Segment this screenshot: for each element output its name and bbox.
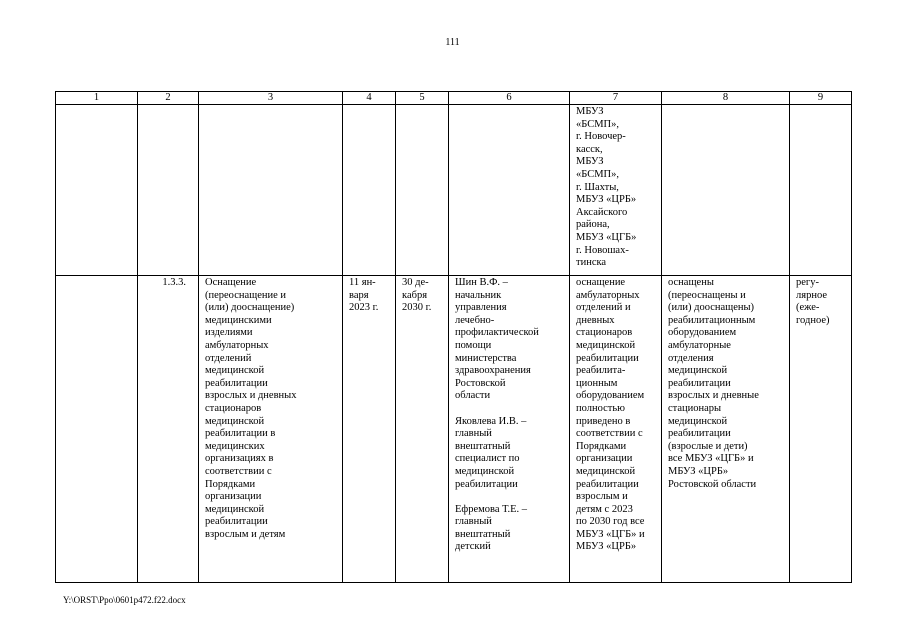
column-number-cell: 2: [138, 92, 199, 105]
cell-line: министерства: [455, 352, 517, 364]
cell-line: реабилитации: [576, 352, 639, 364]
column-number-cell: 8: [662, 92, 790, 105]
cell-line: регу-: [796, 277, 819, 288]
cell-line: лярное: [796, 289, 827, 301]
cell-line: изделиями: [205, 327, 253, 339]
cell-line: «БСМП»,: [576, 118, 620, 130]
cell-line: оборудованием: [668, 327, 737, 339]
empty-cell: [56, 105, 138, 276]
cell-line: детский: [455, 541, 491, 553]
cell-line: области: [455, 390, 491, 402]
cell-line: лечебно-: [455, 314, 495, 326]
empty-cell: [790, 105, 852, 276]
cell-line: г. Новошах-: [576, 244, 629, 256]
empty-cell: [449, 105, 570, 276]
cell-line: реабилитации: [668, 377, 731, 389]
empty-cell: [56, 276, 138, 583]
cell-line: оборудованием: [576, 390, 645, 402]
cell-line: медицинской: [668, 415, 728, 427]
column-number-cell: 3: [199, 92, 343, 105]
column-number-row: [56, 92, 852, 105]
cell-line: реабилитации: [205, 377, 268, 389]
cell-line: МБУЗ «ЦГБ» и: [576, 528, 645, 540]
empty-cell: [199, 105, 343, 276]
plan-table: [55, 91, 852, 583]
cell-line: годное): [796, 314, 830, 326]
cell-line: Оснащение: [205, 277, 257, 288]
cell-line: реабилитации в: [205, 428, 276, 440]
cell-line: МБУЗ «ЦРБ»: [576, 541, 637, 553]
cell-line: начальник: [455, 289, 502, 301]
institutions-cell: [570, 105, 662, 276]
cell-line: медицинской: [576, 339, 636, 351]
cell-line: соответствии с: [205, 465, 272, 477]
periodicity: [790, 276, 852, 583]
cell-line: Порядками: [576, 440, 627, 452]
cell-line: отделений и: [576, 302, 631, 314]
cell-line: реабилитационным: [668, 314, 756, 326]
cell-line: ционным: [576, 377, 618, 389]
empty-cell: [343, 105, 396, 276]
cell-line: Ростовской области: [668, 478, 757, 490]
cell-line: соответствии с: [576, 428, 643, 440]
column-number-cell: 9: [790, 92, 852, 105]
cell-line: реабилитации: [205, 516, 268, 528]
cell-line: реабилитации: [668, 428, 731, 440]
cell-line: взрослых и дневные: [668, 390, 759, 402]
cell-line: организации: [576, 453, 633, 465]
cell-line: [455, 403, 566, 416]
cell-line: 2030 г.: [402, 302, 432, 314]
file-path-footer: Y:\ORST\Ppo\0601p472.f22.docx: [63, 595, 186, 605]
cell-line: 11 ян-: [349, 277, 376, 288]
cell-line: медицинской: [205, 415, 265, 427]
cell-line: реабилита-: [576, 365, 626, 377]
cell-line: медицинской: [576, 465, 636, 477]
cell-line: внештатный: [455, 528, 511, 540]
cell-line: (или) дооснащены): [668, 302, 755, 314]
indicator: [662, 276, 790, 583]
end-date: [396, 276, 449, 583]
cell-line: (взрослые и дети): [668, 440, 748, 452]
cell-line: организациях в: [205, 453, 274, 465]
cell-line: здравоохранения: [455, 365, 531, 377]
cell-line: МБУЗ: [576, 156, 604, 168]
cell-line: тинска: [576, 257, 607, 269]
cell-line: стационары: [668, 402, 722, 414]
cell-line: внештатный: [455, 440, 511, 452]
table-row-item-1-3-3: [56, 276, 852, 583]
cell-line: отделений: [205, 352, 252, 364]
cell-line: специалист по: [455, 453, 520, 465]
column-number-cell: 7: [570, 92, 662, 105]
cell-line: полностью: [576, 402, 625, 414]
cell-line: 30 де-: [402, 277, 429, 288]
cell-line: стационаров: [205, 402, 262, 414]
cell-line: отделения: [668, 352, 714, 364]
cell-line: района,: [576, 219, 610, 231]
cell-line: амбулаторных: [205, 339, 269, 351]
cell-line: взрослым и: [576, 491, 628, 503]
cell-line: стационаров: [576, 327, 633, 339]
cell-line: оснащение: [576, 277, 626, 288]
cell-line: управления: [455, 302, 507, 314]
cell-line: г. Шахты,: [576, 181, 619, 193]
empty-cell: [662, 105, 790, 276]
cell-line: МБУЗ: [576, 106, 604, 117]
cell-line: касск,: [576, 143, 603, 155]
cell-line: Шин В.Ф. –: [455, 277, 508, 288]
cell-line: Аксайского: [576, 206, 628, 218]
cell-line: Яковлева И.В. –: [455, 415, 527, 427]
expected-result: [570, 276, 662, 583]
cell-line: взрослых и дневных: [205, 390, 297, 402]
column-number-cell: 1: [56, 92, 138, 105]
empty-cell: [396, 105, 449, 276]
responsible-persons: [449, 276, 570, 583]
cell-line: медицинской: [668, 365, 728, 377]
cell-line: медицинскими: [205, 314, 272, 326]
table-row-continuation: [56, 105, 852, 276]
cell-line: МБУЗ «ЦРБ»: [668, 465, 729, 477]
cell-line: дневных: [576, 314, 615, 326]
empty-cell: [138, 105, 199, 276]
cell-line: реабилитации: [455, 478, 518, 490]
measure-description: [199, 276, 343, 583]
cell-line: все МБУЗ «ЦГБ» и: [668, 453, 754, 465]
cell-line: кабря: [402, 289, 428, 301]
cell-line: 2023 г.: [349, 302, 379, 314]
cell-line: главный: [455, 428, 492, 440]
cell-line: по 2030 год все: [576, 516, 645, 528]
cell-line: г. Новочер-: [576, 131, 626, 143]
cell-line: приведено в: [576, 415, 631, 427]
item-number: 1.3.3.: [138, 276, 199, 583]
start-date: [343, 276, 396, 583]
cell-line: профилактической: [455, 327, 539, 339]
cell-line: (еже-: [796, 302, 820, 314]
cell-line: помощи: [455, 339, 492, 351]
cell-line: медицинской: [455, 465, 515, 477]
cell-line: главный: [455, 516, 492, 528]
cell-line: Ефремова Т.Е. –: [455, 503, 528, 515]
cell-line: медицинской: [205, 503, 265, 515]
cell-line: [455, 491, 566, 504]
cell-line: организации: [205, 491, 262, 503]
cell-line: (переоснащение и: [205, 289, 287, 301]
cell-line: (или) дооснащение): [205, 302, 295, 314]
cell-line: амбулаторных: [576, 289, 640, 301]
cell-line: (переоснащены и: [668, 289, 746, 301]
cell-line: Порядками: [205, 478, 256, 490]
cell-line: медицинских: [205, 440, 265, 452]
cell-line: МБУЗ «ЦГБ»: [576, 231, 637, 243]
column-number-cell: 6: [449, 92, 570, 105]
cell-line: детям с 2023: [576, 503, 633, 515]
cell-line: МБУЗ «ЦРБ»: [576, 194, 637, 206]
cell-line: варя: [349, 289, 369, 301]
column-number-cell: 5: [396, 92, 449, 105]
cell-line: взрослым и детям: [205, 528, 286, 540]
cell-line: амбулаторные: [668, 339, 731, 351]
cell-line: реабилитации: [576, 478, 639, 490]
cell-line: Ростовской: [455, 377, 506, 389]
cell-line: медицинской: [205, 365, 265, 377]
cell-line: оснащены: [668, 277, 714, 288]
column-number-cell: 4: [343, 92, 396, 105]
cell-line: «БСМП»,: [576, 168, 620, 180]
page-number: 111: [445, 37, 460, 48]
